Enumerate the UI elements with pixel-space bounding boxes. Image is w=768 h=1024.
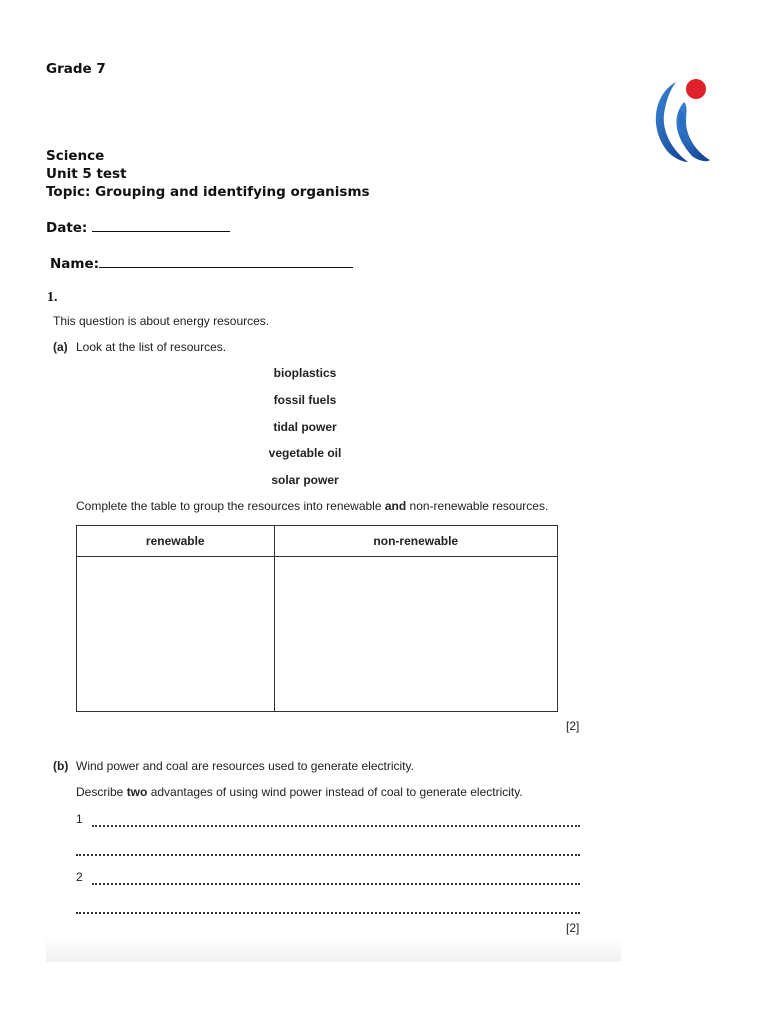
date-field[interactable]	[46, 219, 230, 237]
renewable-answer-cell[interactable]	[77, 557, 275, 712]
resource-item: bioplastics	[273, 366, 337, 380]
name-blank-line[interactable]	[99, 267, 353, 268]
resource-grouping-table	[76, 525, 558, 712]
question-intro: This question is about energy resources.	[53, 314, 270, 328]
answer-number: 1	[76, 812, 83, 826]
table-header-non-renewable: non-renewable	[274, 526, 557, 557]
answer-line[interactable]	[92, 883, 580, 885]
part-a-marks: [2]	[566, 719, 580, 733]
name-label: Name:	[50, 256, 100, 272]
instruction-text: non-renewable resources.	[406, 499, 549, 513]
part-a-instruction	[76, 499, 548, 513]
part-a-prompt: Look at the list of resources.	[76, 340, 227, 354]
date-blank-line[interactable]	[92, 231, 230, 232]
instruction-text: Describe	[76, 785, 127, 799]
part-b-prompt: Wind power and coal are resources used to generate electricity.	[76, 759, 414, 773]
resource-item: tidal power	[273, 420, 337, 434]
part-b-marks: [2]	[566, 921, 580, 935]
grade-label: Grade 7	[46, 61, 106, 77]
unit-label: Unit 5 test	[46, 166, 127, 182]
table-header-renewable: renewable	[77, 526, 275, 557]
date-label: Date:	[46, 220, 93, 236]
part-b-label: (b)	[53, 759, 69, 773]
answer-line[interactable]	[76, 854, 580, 856]
subject-label: Science	[46, 148, 105, 164]
resource-item: solar power	[271, 473, 339, 487]
question-number: 1.	[47, 290, 58, 305]
non-renewable-answer-cell[interactable]	[274, 557, 557, 712]
part-a-label: (a)	[53, 340, 68, 354]
school-logo-icon	[650, 76, 712, 164]
topic-label: Topic: Grouping and identifying organisms	[46, 184, 370, 200]
instruction-text: advantages of using wind power instead of coal to generate electricity.	[147, 785, 523, 799]
resource-item: vegetable oil	[268, 446, 342, 460]
instruction-emphasis: two	[126, 785, 148, 799]
page-bottom-shadow	[46, 936, 621, 962]
instruction-text: Complete the table to group the resources into renewable	[76, 499, 385, 513]
answer-number: 2	[76, 870, 83, 884]
answer-line[interactable]	[92, 825, 580, 827]
name-field[interactable]	[50, 255, 353, 273]
answer-line[interactable]	[76, 912, 580, 914]
instruction-emphasis: and	[384, 499, 407, 513]
part-b-instruction	[76, 785, 523, 799]
resource-item: fossil fuels	[273, 393, 337, 407]
